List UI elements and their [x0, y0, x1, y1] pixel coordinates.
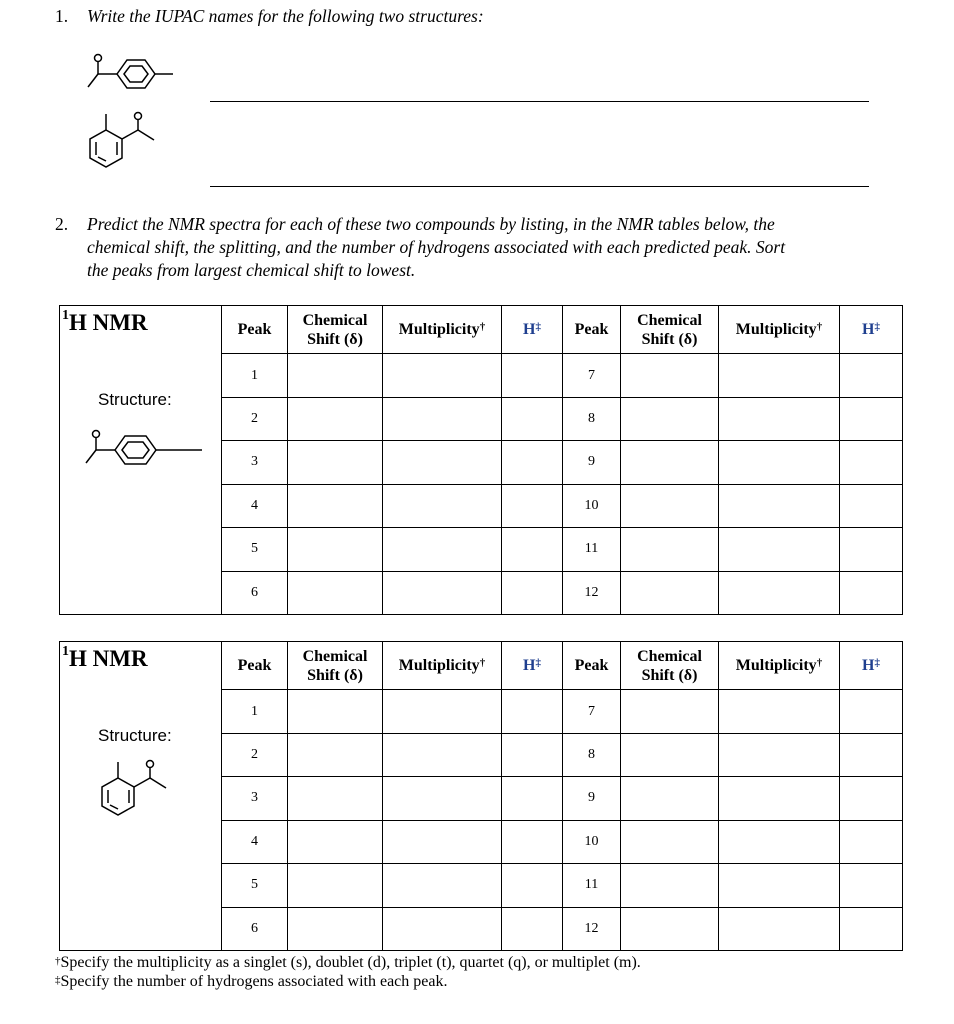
- multiplicity-cell[interactable]: [383, 864, 502, 907]
- h-cell[interactable]: [502, 777, 563, 820]
- peak-header: Peak: [222, 306, 288, 354]
- nmr-table-2: [59, 641, 903, 951]
- h-cell[interactable]: [502, 820, 563, 863]
- multiplicity-cell[interactable]: [719, 907, 840, 951]
- multiplicity-cell[interactable]: [383, 907, 502, 951]
- h-cell[interactable]: [502, 484, 563, 527]
- peak-number: 7: [563, 690, 621, 733]
- question-1-text: Write the IUPAC names for the following two structures:: [87, 6, 484, 26]
- footnote-multiplicity: †Specify the multiplicity as a singlet (s), doublet (d), triplet (t), quartet (q), or multiplet (m).: [55, 954, 641, 971]
- shift-cell[interactable]: [621, 690, 719, 733]
- peak-number: 11: [563, 864, 621, 907]
- shift-cell[interactable]: [621, 820, 719, 863]
- nmr-title: $^1$H NMR: [62, 308, 148, 335]
- h-cell[interactable]: [502, 397, 563, 440]
- nmr-structure-panel: [60, 306, 222, 615]
- multiplicity-cell[interactable]: [383, 397, 502, 440]
- peak-number: 11: [563, 528, 621, 571]
- multiplicity-cell[interactable]: [719, 571, 840, 615]
- peak-number: 10: [563, 820, 621, 863]
- shift-cell[interactable]: [621, 441, 719, 484]
- question-2-line-1: Predict the NMR spectra for each of these two compounds by listing, in the NMR tables below, the: [87, 214, 775, 234]
- multiplicity-cell[interactable]: [383, 571, 502, 615]
- multiplicity-cell[interactable]: [719, 864, 840, 907]
- h-cell[interactable]: [840, 397, 903, 440]
- h-cell[interactable]: [502, 441, 563, 484]
- peak-number: 12: [563, 907, 621, 951]
- multiplicity-cell[interactable]: [383, 528, 502, 571]
- multiplicity-header: Multiplicity†: [719, 642, 840, 690]
- 2-methylbenzaldehyde-structure-icon: [100, 758, 200, 833]
- peak-number: 1: [222, 354, 288, 397]
- nmr-title: $^1$H NMR: [62, 644, 148, 671]
- structure-label: Structure:: [98, 390, 172, 409]
- multiplicity-cell[interactable]: [719, 820, 840, 863]
- peak-number: 4: [222, 820, 288, 863]
- multiplicity-cell[interactable]: [719, 354, 840, 397]
- h-header: H‡: [840, 642, 903, 690]
- peak-number: 2: [222, 733, 288, 776]
- multiplicity-cell[interactable]: [719, 690, 840, 733]
- peak-number: 5: [222, 864, 288, 907]
- peak-number: 8: [563, 733, 621, 776]
- multiplicity-header: Multiplicity†: [383, 642, 502, 690]
- peak-number: 3: [222, 441, 288, 484]
- peak-header: Peak: [222, 642, 288, 690]
- multiplicity-header: Multiplicity†: [383, 306, 502, 354]
- shift-cell[interactable]: [288, 397, 383, 440]
- h-cell[interactable]: [840, 571, 903, 615]
- peak-number: 7: [563, 354, 621, 397]
- shift-header: Chemical Shift (δ): [621, 306, 719, 354]
- peak-header: Peak: [563, 642, 621, 690]
- multiplicity-cell[interactable]: [719, 777, 840, 820]
- peak-number: 1: [222, 690, 288, 733]
- h-cell[interactable]: [502, 907, 563, 951]
- shift-cell[interactable]: [288, 864, 383, 907]
- shift-cell[interactable]: [288, 690, 383, 733]
- shift-header: Chemical Shift (δ): [621, 642, 719, 690]
- multiplicity-cell[interactable]: [719, 397, 840, 440]
- multiplicity-header: Multiplicity†: [719, 306, 840, 354]
- h-cell[interactable]: [840, 777, 903, 820]
- h-cell[interactable]: [840, 864, 903, 907]
- shift-cell[interactable]: [621, 733, 719, 776]
- multiplicity-cell[interactable]: [719, 484, 840, 527]
- 4-methylacetophenone-structure-icon: [78, 428, 218, 478]
- multiplicity-cell[interactable]: [383, 484, 502, 527]
- multiplicity-cell[interactable]: [383, 354, 502, 397]
- footnote-hydrogens: ‡Specify the number of hydrogens associated with each peak.: [55, 973, 448, 990]
- h-cell[interactable]: [502, 571, 563, 615]
- h-cell[interactable]: [502, 354, 563, 397]
- shift-cell[interactable]: [621, 777, 719, 820]
- shift-header: Chemical Shift (δ): [288, 642, 383, 690]
- peak-number: 6: [222, 907, 288, 951]
- shift-cell[interactable]: [621, 484, 719, 527]
- shift-cell[interactable]: [288, 820, 383, 863]
- question-1-number: 1.: [55, 6, 69, 26]
- multiplicity-cell[interactable]: [383, 777, 502, 820]
- question-2: [55, 213, 935, 283]
- h-cell[interactable]: [840, 354, 903, 397]
- benzaldehyde-structure-icon: [88, 108, 208, 188]
- peak-number: 3: [222, 777, 288, 820]
- peak-number: 9: [563, 441, 621, 484]
- question-1: [55, 5, 905, 29]
- h-cell[interactable]: [840, 733, 903, 776]
- shift-cell[interactable]: [621, 528, 719, 571]
- peak-number: 5: [222, 528, 288, 571]
- shift-cell[interactable]: [288, 441, 383, 484]
- nmr-table-1: [59, 305, 903, 615]
- h-cell[interactable]: [840, 528, 903, 571]
- question-2-line-2: chemical shift, the splitting, and the number of hydrogens associated with each predicted peak. Sort: [87, 237, 786, 257]
- peak-header: Peak: [563, 306, 621, 354]
- multiplicity-cell[interactable]: [719, 528, 840, 571]
- h-cell[interactable]: [502, 690, 563, 733]
- h-cell[interactable]: [840, 907, 903, 951]
- acetophenone-structure-icon: [80, 50, 200, 110]
- h-cell[interactable]: [840, 441, 903, 484]
- shift-cell[interactable]: [621, 354, 719, 397]
- h-cell[interactable]: [840, 484, 903, 527]
- h-header: H‡: [502, 306, 563, 354]
- multiplicity-cell[interactable]: [383, 820, 502, 863]
- answer-line-2[interactable]: [210, 186, 869, 187]
- peak-number: 6: [222, 571, 288, 615]
- shift-cell[interactable]: [621, 907, 719, 951]
- shift-cell[interactable]: [288, 528, 383, 571]
- peak-number: 10: [563, 484, 621, 527]
- shift-header: Chemical Shift (δ): [288, 306, 383, 354]
- peak-number: 12: [563, 571, 621, 615]
- peak-number: 8: [563, 397, 621, 440]
- shift-cell[interactable]: [288, 354, 383, 397]
- shift-cell[interactable]: [621, 864, 719, 907]
- nmr-structure-panel: [60, 642, 222, 951]
- question-2-line-3: the peaks from largest chemical shift to lowest.: [87, 260, 416, 280]
- shift-cell[interactable]: [288, 733, 383, 776]
- h-header: H‡: [840, 306, 903, 354]
- multiplicity-cell[interactable]: [383, 441, 502, 484]
- multiplicity-cell[interactable]: [719, 733, 840, 776]
- h-cell[interactable]: [502, 864, 563, 907]
- h-cell[interactable]: [840, 690, 903, 733]
- shift-cell[interactable]: [621, 397, 719, 440]
- multiplicity-cell[interactable]: [383, 690, 502, 733]
- structure-label: Structure:: [98, 726, 172, 745]
- question-2-number: 2.: [55, 214, 69, 234]
- h-cell[interactable]: [502, 528, 563, 571]
- h-header: H‡: [502, 642, 563, 690]
- multiplicity-cell[interactable]: [383, 733, 502, 776]
- h-cell[interactable]: [502, 733, 563, 776]
- multiplicity-cell[interactable]: [719, 441, 840, 484]
- shift-cell[interactable]: [288, 571, 383, 615]
- peak-number: 2: [222, 397, 288, 440]
- shift-cell[interactable]: [288, 777, 383, 820]
- shift-cell[interactable]: [288, 907, 383, 951]
- h-cell[interactable]: [840, 820, 903, 863]
- peak-number: 4: [222, 484, 288, 527]
- answer-line-1[interactable]: [210, 101, 869, 102]
- peak-number: 9: [563, 777, 621, 820]
- shift-cell[interactable]: [288, 484, 383, 527]
- shift-cell[interactable]: [621, 571, 719, 615]
